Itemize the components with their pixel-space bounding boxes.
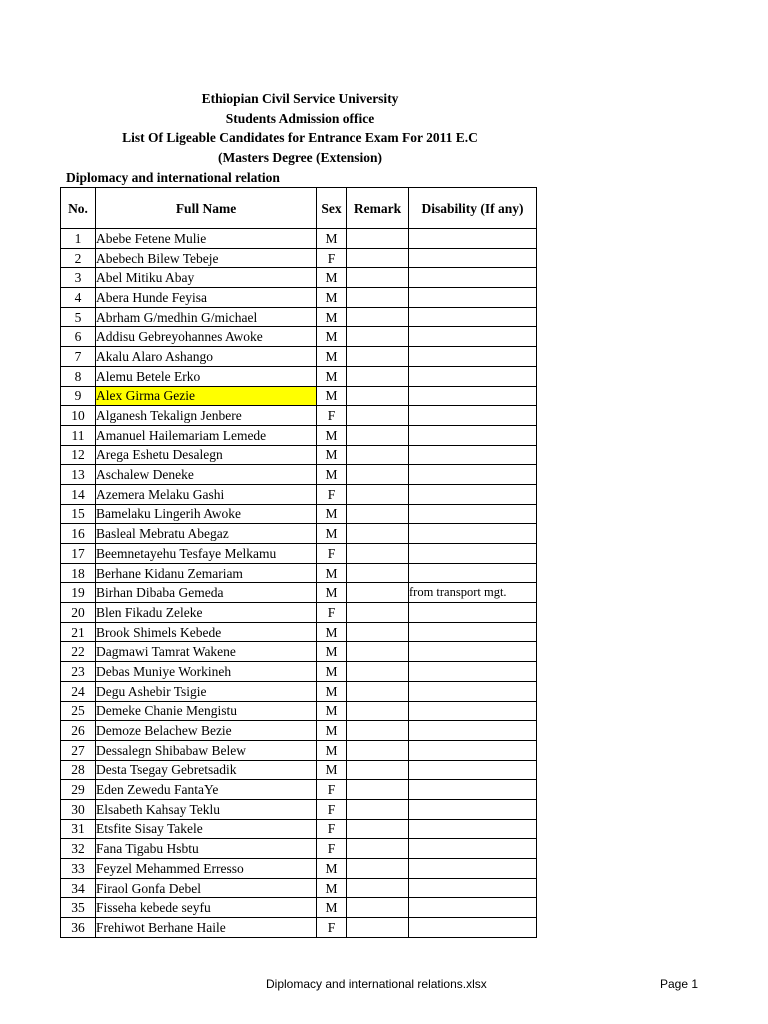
cell-full-name: Basleal Mebratu Abegaz [96,524,317,544]
cell-no: 8 [61,366,96,386]
cell-full-name: Frehiwot Berhane Haile [96,918,317,938]
table-row [61,327,537,347]
cell-disability: from transport mgt. [409,583,537,603]
cell-no: 2 [61,248,96,268]
cell-full-name: Abel Mitiku Abay [96,268,317,288]
cell-full-name: Alemu Betele Erko [96,366,317,386]
cell-remark [347,504,409,524]
table-row [61,701,537,721]
cell-full-name: Brook Shimels Kebede [96,622,317,642]
cell-full-name: Etsfite Sisay Takele [96,819,317,839]
column-header-disability: Disability (If any) [409,188,537,229]
table-row [61,544,537,564]
table-row [61,248,537,268]
table-row [61,307,537,327]
cell-disability [409,288,537,308]
cell-remark [347,366,409,386]
cell-remark [347,484,409,504]
cell-full-name: Beemnetayehu Tesfaye Melkamu [96,544,317,564]
cell-no: 23 [61,662,96,682]
cell-sex: M [317,307,347,327]
cell-disability [409,563,537,583]
program-subtitle: (Masters Degree (Extension) [218,150,382,165]
cell-remark [347,386,409,406]
cell-full-name: Fana Tigabu Hsbtu [96,839,317,859]
cell-sex: F [317,544,347,564]
cell-full-name: Dessalegn Shibabaw Belew [96,740,317,760]
cell-full-name: Desta Tsegay Gebretsadik [96,760,317,780]
table-row [61,839,537,859]
column-header-no: No. [61,188,96,229]
cell-full-name: Abebech Bilew Tebeje [96,248,317,268]
cell-remark [347,248,409,268]
cell-remark [347,839,409,859]
cell-sex: M [317,425,347,445]
cell-full-name: Feyzel Mehammed Erresso [96,859,317,879]
cell-disability [409,406,537,426]
cell-no: 16 [61,524,96,544]
table-row [61,445,537,465]
table-row [61,484,537,504]
column-header-full-name: Full Name [96,188,317,229]
table-row [61,425,537,445]
cell-no: 19 [61,583,96,603]
cell-full-name: Debas Muniye Workineh [96,662,317,682]
cell-disability [409,878,537,898]
cell-remark [347,465,409,485]
footer-filename: Diplomacy and international relations.xlsx [266,977,487,991]
cell-disability [409,248,537,268]
cell-sex: F [317,484,347,504]
cell-disability [409,701,537,721]
cell-disability [409,859,537,879]
cell-remark [347,898,409,918]
cell-no: 22 [61,642,96,662]
cell-disability [409,642,537,662]
table-row [61,347,537,367]
table-row [61,721,537,741]
cell-no: 33 [61,859,96,879]
cell-no: 35 [61,898,96,918]
cell-no: 28 [61,760,96,780]
cell-disability [409,681,537,701]
cell-remark [347,603,409,623]
cell-full-name: Blen Fikadu Zeleke [96,603,317,623]
cell-disability [409,347,537,367]
cell-remark [347,642,409,662]
cell-disability [409,740,537,760]
table-row [61,406,537,426]
cell-no: 34 [61,878,96,898]
table-row [61,740,537,760]
table-body [61,229,537,938]
cell-sex: M [317,563,347,583]
cell-no: 26 [61,721,96,741]
table-row [61,859,537,879]
cell-no: 32 [61,839,96,859]
cell-full-name: Alganesh Tekalign Jenbere [96,406,317,426]
cell-sex: M [317,898,347,918]
cell-sex: F [317,799,347,819]
cell-full-name: Birhan Dibaba Gemeda [96,583,317,603]
cell-sex: M [317,229,347,249]
cell-sex: F [317,406,347,426]
cell-sex: M [317,721,347,741]
cell-no: 36 [61,918,96,938]
cell-no: 11 [61,425,96,445]
cell-remark [347,740,409,760]
cell-sex: M [317,268,347,288]
cell-sex: M [317,740,347,760]
cell-sex: M [317,642,347,662]
table-row [61,642,537,662]
cell-disability [409,524,537,544]
cell-sex: M [317,622,347,642]
cell-remark [347,681,409,701]
cell-remark [347,425,409,445]
cell-remark [347,819,409,839]
office-name: Students Admission office [225,111,375,126]
table-row [61,662,537,682]
cell-disability [409,603,537,623]
cell-disability [409,780,537,800]
cell-no: 1 [61,229,96,249]
cell-sex: F [317,918,347,938]
table-row [61,681,537,701]
cell-full-name: Firaol Gonfa Debel [96,878,317,898]
cell-sex: M [317,366,347,386]
cell-remark [347,307,409,327]
cell-remark [347,229,409,249]
column-header-remark: Remark [347,188,409,229]
cell-remark [347,327,409,347]
table-row [61,386,537,406]
cell-full-name: Dagmawi Tamrat Wakene [96,642,317,662]
cell-sex: M [317,524,347,544]
cell-sex: M [317,859,347,879]
cell-remark [347,721,409,741]
cell-disability [409,268,537,288]
table-row [61,898,537,918]
cell-sex: F [317,603,347,623]
cell-full-name: Abrham G/medhin G/michael [96,307,317,327]
cell-full-name: Aschalew Deneke [96,465,317,485]
cell-sex: M [317,878,347,898]
cell-full-name: Berhane Kidanu Zemariam [96,563,317,583]
candidates-table [60,187,537,938]
cell-no: 10 [61,406,96,426]
cell-no: 27 [61,740,96,760]
cell-sex: M [317,347,347,367]
cell-remark [347,701,409,721]
cell-disability [409,799,537,819]
table-row [61,465,537,485]
cell-disability [409,918,537,938]
table-row [61,366,537,386]
cell-disability [409,662,537,682]
cell-no: 31 [61,819,96,839]
cell-remark [347,662,409,682]
table-row [61,504,537,524]
cell-remark [347,563,409,583]
university-name: Ethiopian Civil Service University [201,91,399,106]
cell-disability [409,366,537,386]
cell-no: 18 [61,563,96,583]
cell-remark [347,544,409,564]
table-row [61,780,537,800]
cell-remark [347,878,409,898]
cell-no: 9 [61,386,96,406]
list-title: List Of Ligeable Candidates for Entrance Exam For 2011 E.C [122,130,478,145]
cell-full-name: Abebe Fetene Mulie [96,229,317,249]
cell-no: 5 [61,307,96,327]
cell-disability [409,819,537,839]
cell-remark [347,859,409,879]
cell-remark [347,622,409,642]
cell-no: 3 [61,268,96,288]
cell-sex: M [317,760,347,780]
table-row [61,878,537,898]
cell-remark [347,918,409,938]
cell-full-name: Demeke Chanie Mengistu [96,701,317,721]
cell-sex: M [317,504,347,524]
cell-no: 30 [61,799,96,819]
cell-no: 21 [61,622,96,642]
table-row [61,799,537,819]
cell-no: 7 [61,347,96,367]
cell-sex: M [317,327,347,347]
cell-no: 29 [61,780,96,800]
cell-remark [347,347,409,367]
cell-remark [347,524,409,544]
cell-sex: M [317,583,347,603]
table-row [61,918,537,938]
cell-full-name: Amanuel Hailemariam Lemede [96,425,317,445]
cell-remark [347,445,409,465]
cell-remark [347,268,409,288]
cell-disability [409,839,537,859]
table-row [61,622,537,642]
cell-no: 14 [61,484,96,504]
cell-disability [409,425,537,445]
cell-sex: F [317,839,347,859]
cell-sex: M [317,465,347,485]
cell-full-name: Abera Hunde Feyisa [96,288,317,308]
cell-full-name: Fisseha kebede seyfu [96,898,317,918]
cell-disability [409,898,537,918]
cell-full-name: Alex Girma Gezie [96,386,317,406]
cell-full-name: Elsabeth Kahsay Teklu [96,799,317,819]
table-row [61,229,537,249]
table-row [61,760,537,780]
cell-sex: F [317,780,347,800]
cell-sex: M [317,701,347,721]
cell-remark [347,780,409,800]
cell-disability [409,622,537,642]
table-row [61,288,537,308]
cell-sex: M [317,445,347,465]
table-header-row [61,188,537,229]
cell-full-name: Demoze Belachew Bezie [96,721,317,741]
cell-no: 17 [61,544,96,564]
cell-sex: F [317,819,347,839]
cell-full-name: Eden Zewedu FantaYe [96,780,317,800]
cell-remark [347,760,409,780]
cell-remark [347,799,409,819]
cell-disability [409,544,537,564]
cell-full-name: Addisu Gebreyohannes Awoke [96,327,317,347]
cell-disability [409,484,537,504]
cell-no: 12 [61,445,96,465]
table-row [61,268,537,288]
cell-disability [409,721,537,741]
cell-no: 20 [61,603,96,623]
cell-full-name: Arega Eshetu Desalegn [96,445,317,465]
table-row [61,524,537,544]
cell-full-name: Bamelaku Lingerih Awoke [96,504,317,524]
cell-no: 15 [61,504,96,524]
cell-full-name: Degu Ashebir Tsigie [96,681,317,701]
cell-no: 25 [61,701,96,721]
cell-disability [409,229,537,249]
cell-sex: M [317,681,347,701]
department-heading: Diplomacy and international relation [66,170,280,185]
cell-disability [409,504,537,524]
cell-full-name: Akalu Alaro Ashango [96,347,317,367]
cell-disability [409,465,537,485]
cell-no: 24 [61,681,96,701]
table-row [61,563,537,583]
cell-disability [409,445,537,465]
cell-full-name: Azemera Melaku Gashi [96,484,317,504]
footer-page-number: Page 1 [660,977,699,991]
cell-disability [409,327,537,347]
cell-no: 13 [61,465,96,485]
table-row [61,819,537,839]
cell-sex: M [317,662,347,682]
cell-remark [347,583,409,603]
cell-no: 4 [61,288,96,308]
table-row [61,603,537,623]
cell-no: 6 [61,327,96,347]
cell-disability [409,760,537,780]
cell-remark [347,406,409,426]
cell-remark [347,288,409,308]
table-row [61,583,537,603]
cell-sex: F [317,248,347,268]
cell-disability [409,307,537,327]
cell-disability [409,386,537,406]
cell-sex: M [317,386,347,406]
column-header-sex: Sex [317,188,347,229]
cell-sex: M [317,288,347,308]
